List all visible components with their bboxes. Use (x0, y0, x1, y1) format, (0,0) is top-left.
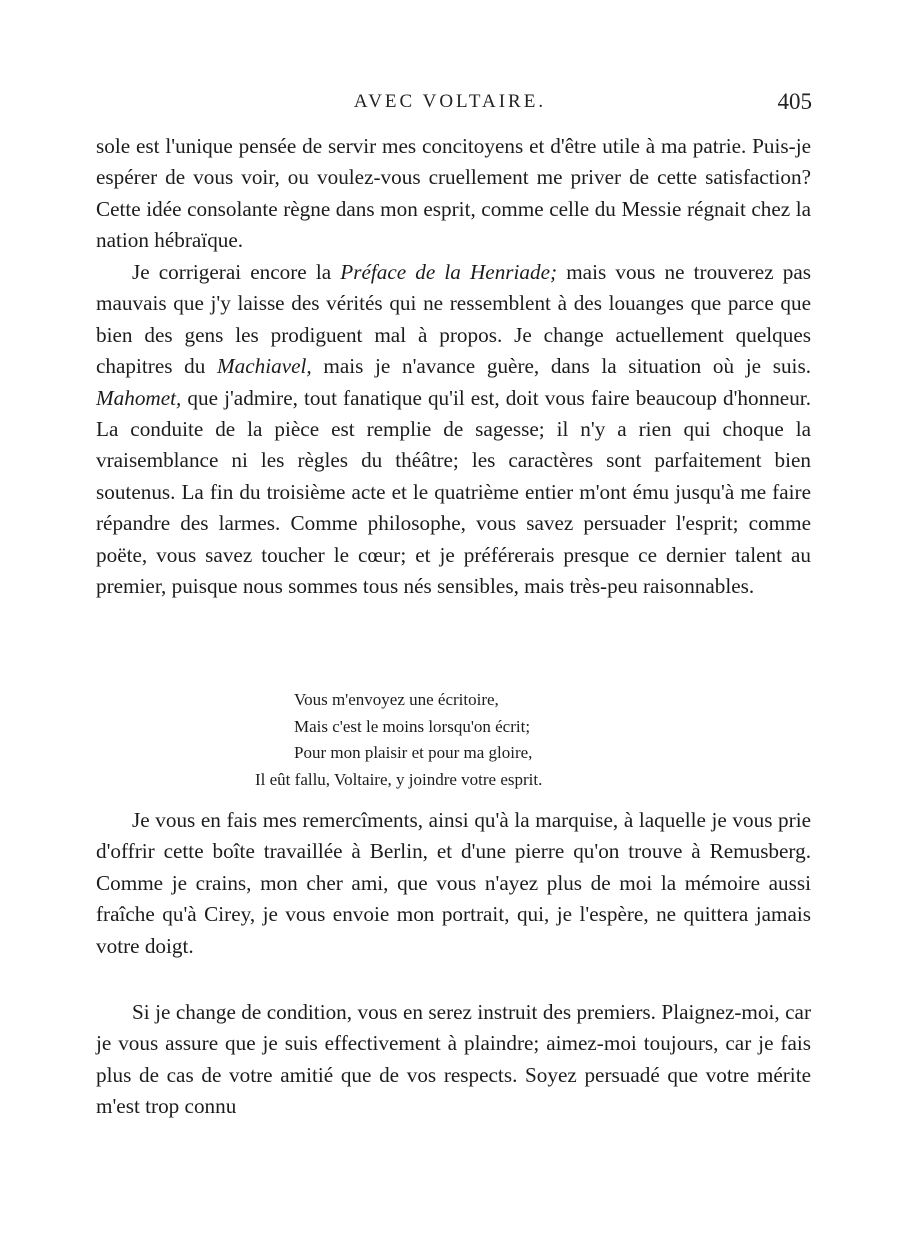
paragraph-text: Si je change de condition, vous en serez instruit des premiers. Plaignez-moi, car je vous assure que je suis effectivement à plaindre; aimez-moi toujours, car je fais plus de cas de votre amitié que de vos respects. Soyez persuadé que votre mérite m'est trop connu (96, 1000, 811, 1119)
paragraph-text (96, 257, 811, 602)
running-head (0, 86, 900, 118)
text-run: Je corrigerai encore la (132, 260, 341, 284)
work-title-machiavel: Machiavel, (216, 354, 312, 379)
paragraph-closing (96, 997, 811, 1123)
page-number: 405 (777, 89, 812, 114)
verse-line: Vous m'envoyez une écritoire, (294, 690, 499, 709)
paragraph-text: Je vous en fais mes remercîments, ainsi qu'à la marquise, à laquelle je vous prie d'offrir cette boîte travaillée à Berlin, et d'une pierre qu'on trouve à Remusberg. Comme je crains, mon cher ami, que vous n'ayez plus de moi la mémoire aussi fraîche qu'à Cirey, je vous envoie mon portrait, qui, je l'espère, ne quittera jamais votre doigt. (96, 808, 811, 958)
work-title-henriade: Préface de la Henriade; (340, 260, 558, 284)
text-run: mais je n'avance guère, dans la situation où je suis. (311, 354, 811, 379)
work-title-mahomet: Mahomet, (96, 385, 182, 410)
verse-line: Mais c'est le moins lorsqu'on écrit; (294, 716, 531, 736)
verse-line: Il eût fallu, Voltaire, y joindre votre esprit. (255, 769, 543, 789)
verse-line: Pour mon plaisir et pour ma gloire, (294, 743, 533, 762)
text-run: que j'admire, tout fanatique qu'il est, doit vous faire beaucoup d'honneur. La conduite de la pièce est remplie de sagesse; il n'y a rien qui choque la vraisemblance ni les règles du théâtre; les caractères sont parfaitement bien soutenus. La fin du troisième acte et le quatrième entier m'ont ému jusqu'à me faire répandre des larmes. Comme philosophe, vous savez persuader l'esprit; comme poëte, vous savez toucher le cœur; et je préférerais presque ce dernier talent au premier, puisque nous sommes tous nés sensibles, mais très-peu raisonnables. (96, 385, 811, 599)
paragraph-continued (96, 131, 811, 257)
running-title: AVEC VOLTAIRE. (353, 91, 547, 112)
text-run: mais vous ne trouverez pas mauvais que j'y laisse des vérités qui ne ressemblent à des louanges que parce que bien des gens les prodiguent mal à propos. Je change actuellement quelques chapitres du (96, 260, 811, 379)
paragraph-text: sole est l'unique pensée de servir mes concitoyens et d'être utile à ma patrie. Puis-je espérer de vous voir, ou voulez-vous cruellement me priver de cette satisfaction? Cette idée consolante règne dans mon esprit, comme celle du Messie régnait chez la nation hébraïque. (96, 134, 811, 253)
verse-quatrain (255, 687, 542, 793)
paragraph-henriade (96, 257, 811, 602)
paragraph-thanks (96, 805, 811, 962)
